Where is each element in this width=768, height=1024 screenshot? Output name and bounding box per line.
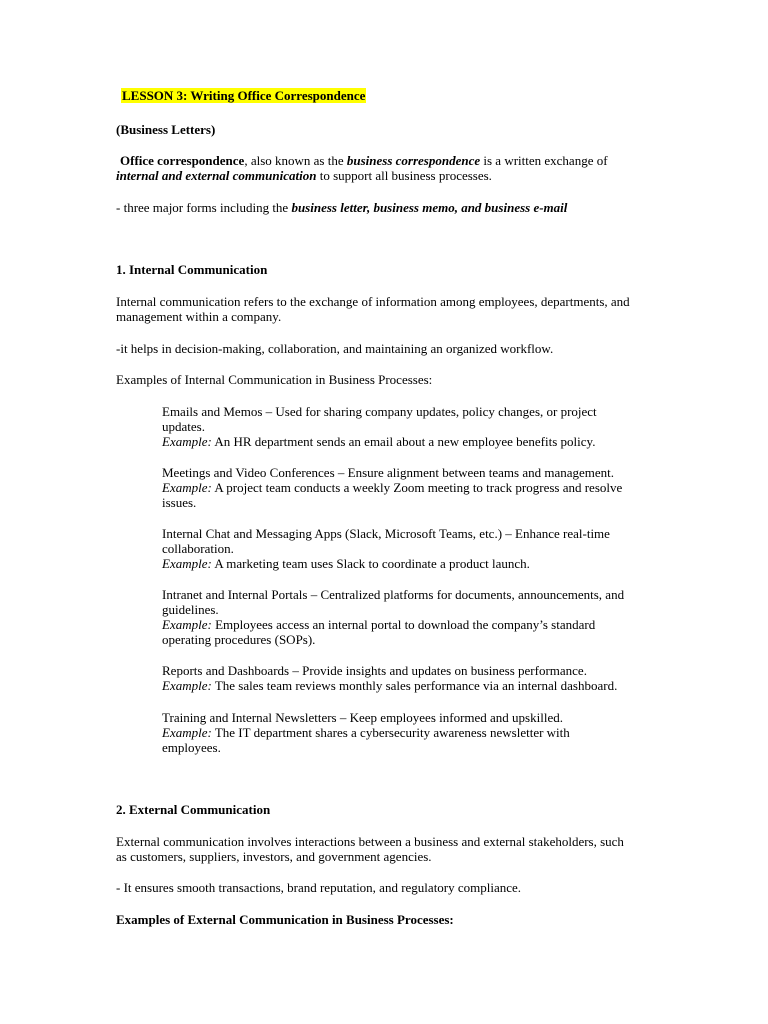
internal-example-item: Internal Chat and Messaging Apps (Slack, Microsoft Teams, etc.) – Enhance real-time collaboration. Example: A marketing team uses Slack to coordinate a product launch. xyxy=(162,526,610,571)
internal-example-item: Reports and Dashboards – Provide insights and updates on business performance. Example: The sales team reviews monthly sales performance via an internal dashboard. xyxy=(162,663,618,693)
internal-definition: Internal communication refers to the exchange of information among employees, departments, and management within a company. xyxy=(116,294,630,324)
internal-example-item: Intranet and Internal Portals – Centralized platforms for documents, announcements, and guidelines. Example: Employees access an internal portal to download the company’s standard operating procedures (SOPs). xyxy=(162,587,625,647)
highlighted-title: LESSON 3: Writing Office Correspondence xyxy=(122,88,366,103)
internal-examples-intro: Examples of Internal Communication in Business Processes: xyxy=(116,372,433,387)
internal-heading: 1. Internal Communication xyxy=(116,262,268,277)
intro-term3: internal and external communication xyxy=(116,168,317,183)
forms-line: - three major forms including the business letter, business memo, and business e-mail xyxy=(116,200,568,215)
subtitle: (Business Letters) xyxy=(116,122,216,137)
external-benefit: - It ensures smooth transactions, brand reputation, and regulatory compliance. xyxy=(116,880,522,895)
internal-example-item: Meetings and Video Conferences – Ensure alignment between teams and management. Example: A project team conducts a weekly Zoom meeting to track progress and resolve issues. xyxy=(162,465,623,510)
external-definition: External communication involves interactions between a business and external stakeholders, such as customers, suppliers, investors, and government agencies. xyxy=(116,834,624,864)
forms-list: business letter, business memo, and business e-mail xyxy=(291,200,568,215)
lesson-title xyxy=(121,88,661,103)
intro-term2: business correspondence xyxy=(346,153,481,168)
external-examples-heading: Examples of External Communication in Business Processes: xyxy=(116,912,454,927)
internal-benefit: -it helps in decision-making, collaboration, and maintaining an organized workflow. xyxy=(116,341,554,356)
intro-paragraph: Office correspondence, also known as the business correspondence is a written exchange of internal and external communication to support all business processes. xyxy=(116,153,608,183)
external-heading: 2. External Communication xyxy=(116,802,271,817)
internal-example-item: Emails and Memos – Used for sharing company updates, policy changes, or project updates. Example: An HR department sends an email about a new employee benefits policy. xyxy=(162,404,597,449)
internal-example-item: Training and Internal Newsletters – Keep employees informed and upskilled. Example: The IT department shares a cybersecurity awareness newsletter with employees. xyxy=(162,710,570,755)
intro-term: Office correspondence xyxy=(120,153,245,168)
